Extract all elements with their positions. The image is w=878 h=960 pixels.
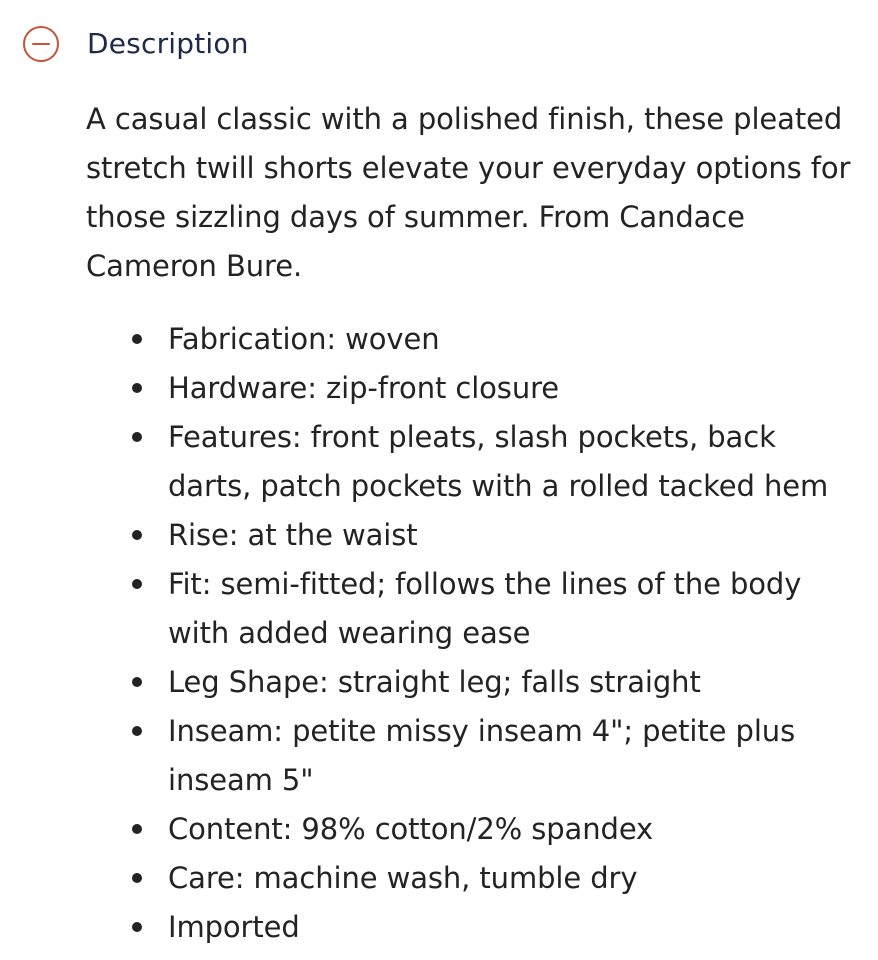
feature-text: Fit: semi-fitted; follows the lines of the body with added wearing ease <box>168 567 802 650</box>
bullet-icon <box>132 530 142 540</box>
feature-item <box>86 903 866 952</box>
feature-item <box>86 315 866 364</box>
description-paragraph: A casual classic with a polished finish, these pleated stretch twill shorts elevate your everyday options for those sizzling days of summer. From Candace Cameron Bure. <box>86 102 851 283</box>
feature-text: Inseam: petite missy inseam 4"; petite plus inseam 5" <box>168 714 796 797</box>
feature-item <box>86 413 866 511</box>
feature-text: Rise: at the waist <box>168 518 418 552</box>
feature-text: Leg Shape: straight leg; falls straight <box>168 665 701 699</box>
feature-text: Imported <box>168 910 300 944</box>
bullet-icon <box>132 432 142 442</box>
feature-text: Care: machine wash, tumble dry <box>168 861 638 895</box>
feature-text: Features: front pleats, slash pockets, back darts, patch pockets with a rolled tacked hem <box>168 420 829 503</box>
bullet-icon <box>132 383 142 393</box>
bullet-icon <box>132 334 142 344</box>
feature-item <box>86 658 866 707</box>
feature-item <box>86 364 866 413</box>
feature-item <box>86 805 866 854</box>
minus-circle-icon[interactable] <box>22 25 60 63</box>
feature-item <box>86 560 866 658</box>
bullet-icon <box>132 824 142 834</box>
bullet-icon <box>132 677 142 687</box>
feature-item <box>86 511 866 560</box>
bullet-icon <box>132 579 142 589</box>
bullet-icon <box>132 726 142 736</box>
bullet-icon <box>132 922 142 932</box>
description-accordion-toggle[interactable] <box>22 22 249 66</box>
features-list <box>86 315 866 952</box>
feature-item <box>86 707 866 805</box>
feature-item <box>86 854 866 903</box>
bullet-icon <box>132 873 142 883</box>
feature-text: Content: 98% cotton/2% spandex <box>168 812 654 846</box>
accordion-title: Description <box>87 27 249 60</box>
feature-text: Fabrication: woven <box>168 322 440 356</box>
feature-text: Hardware: zip-front closure <box>168 371 560 405</box>
description-body <box>86 95 866 952</box>
